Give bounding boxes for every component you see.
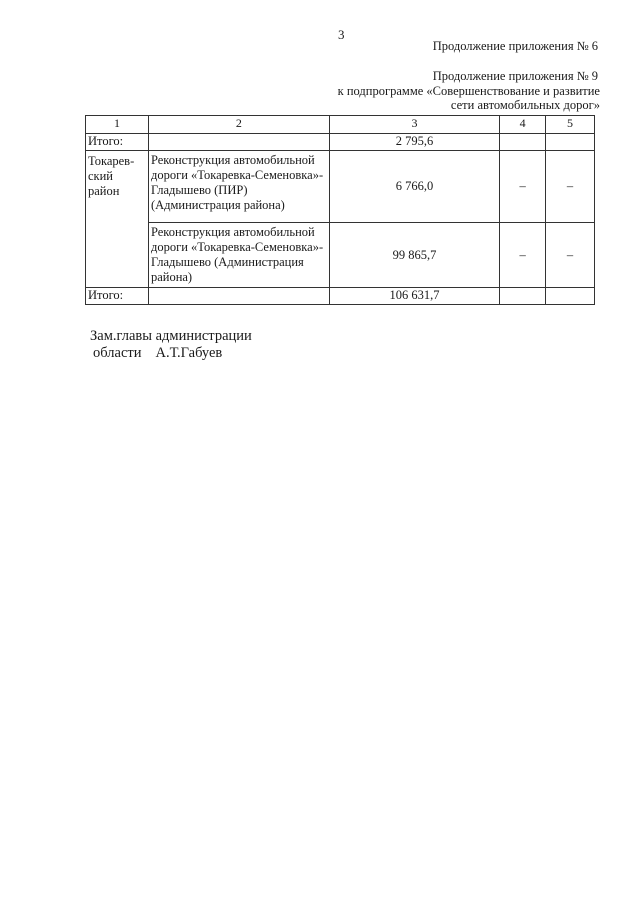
- subtotal-label: Итого:: [86, 134, 149, 151]
- row-value: 6 766,0: [329, 151, 500, 223]
- row-value: 99 865,7: [329, 223, 500, 288]
- col-header-3: 3: [329, 116, 500, 134]
- header-subprogram: к подпрограмме «Совершенствование и развитие: [337, 84, 600, 98]
- col-header-1: 1: [86, 116, 149, 134]
- col-header-5: 5: [546, 116, 595, 134]
- signature-block: [90, 328, 252, 362]
- table-row: [86, 151, 595, 223]
- row-col4: –: [500, 223, 546, 288]
- total-col5: [546, 288, 595, 305]
- signature-region: области: [93, 345, 142, 361]
- district-cell: Токарев-ский район: [86, 151, 149, 288]
- total-empty: [148, 288, 329, 305]
- col-header-2: 2: [148, 116, 329, 134]
- total-col4: [500, 288, 546, 305]
- subtotal-value: 2 795,6: [329, 134, 500, 151]
- subtotal-col4: [500, 134, 546, 151]
- total-label: Итого:: [86, 288, 149, 305]
- header-subprogram-cont: сети автомобильных дорог»: [450, 98, 600, 112]
- col-header-4: 4: [500, 116, 546, 134]
- appendix-table: [85, 115, 595, 305]
- signature-title: Зам.главы администрации: [90, 328, 252, 344]
- row-description: Реконструкция автомобильной дороги «Токаревка-Семеновка»- Гладышево (Администрация района): [148, 223, 329, 288]
- row-col5: –: [546, 223, 595, 288]
- row-col5: –: [546, 151, 595, 223]
- header-appendix-6: Продолжение приложения № 6: [432, 39, 598, 53]
- row-description: Реконструкция автомобильной дороги «Токаревка-Семеновка»- Гладышево (ПИР) (Администрация района): [148, 151, 329, 223]
- subtotal-empty: [148, 134, 329, 151]
- total-value: 106 631,7: [329, 288, 500, 305]
- table-row: [86, 223, 595, 288]
- header-row: [86, 116, 595, 134]
- signature-name-line: [90, 345, 252, 362]
- signature-name: А.Т.Габуев: [155, 345, 223, 361]
- subtotal-row: [86, 134, 595, 151]
- row-col4: –: [500, 151, 546, 223]
- page-number: 3: [338, 27, 345, 42]
- total-row: [86, 288, 595, 305]
- header-appendix-9: Продолжение приложения № 9: [432, 69, 598, 83]
- subtotal-col5: [546, 134, 595, 151]
